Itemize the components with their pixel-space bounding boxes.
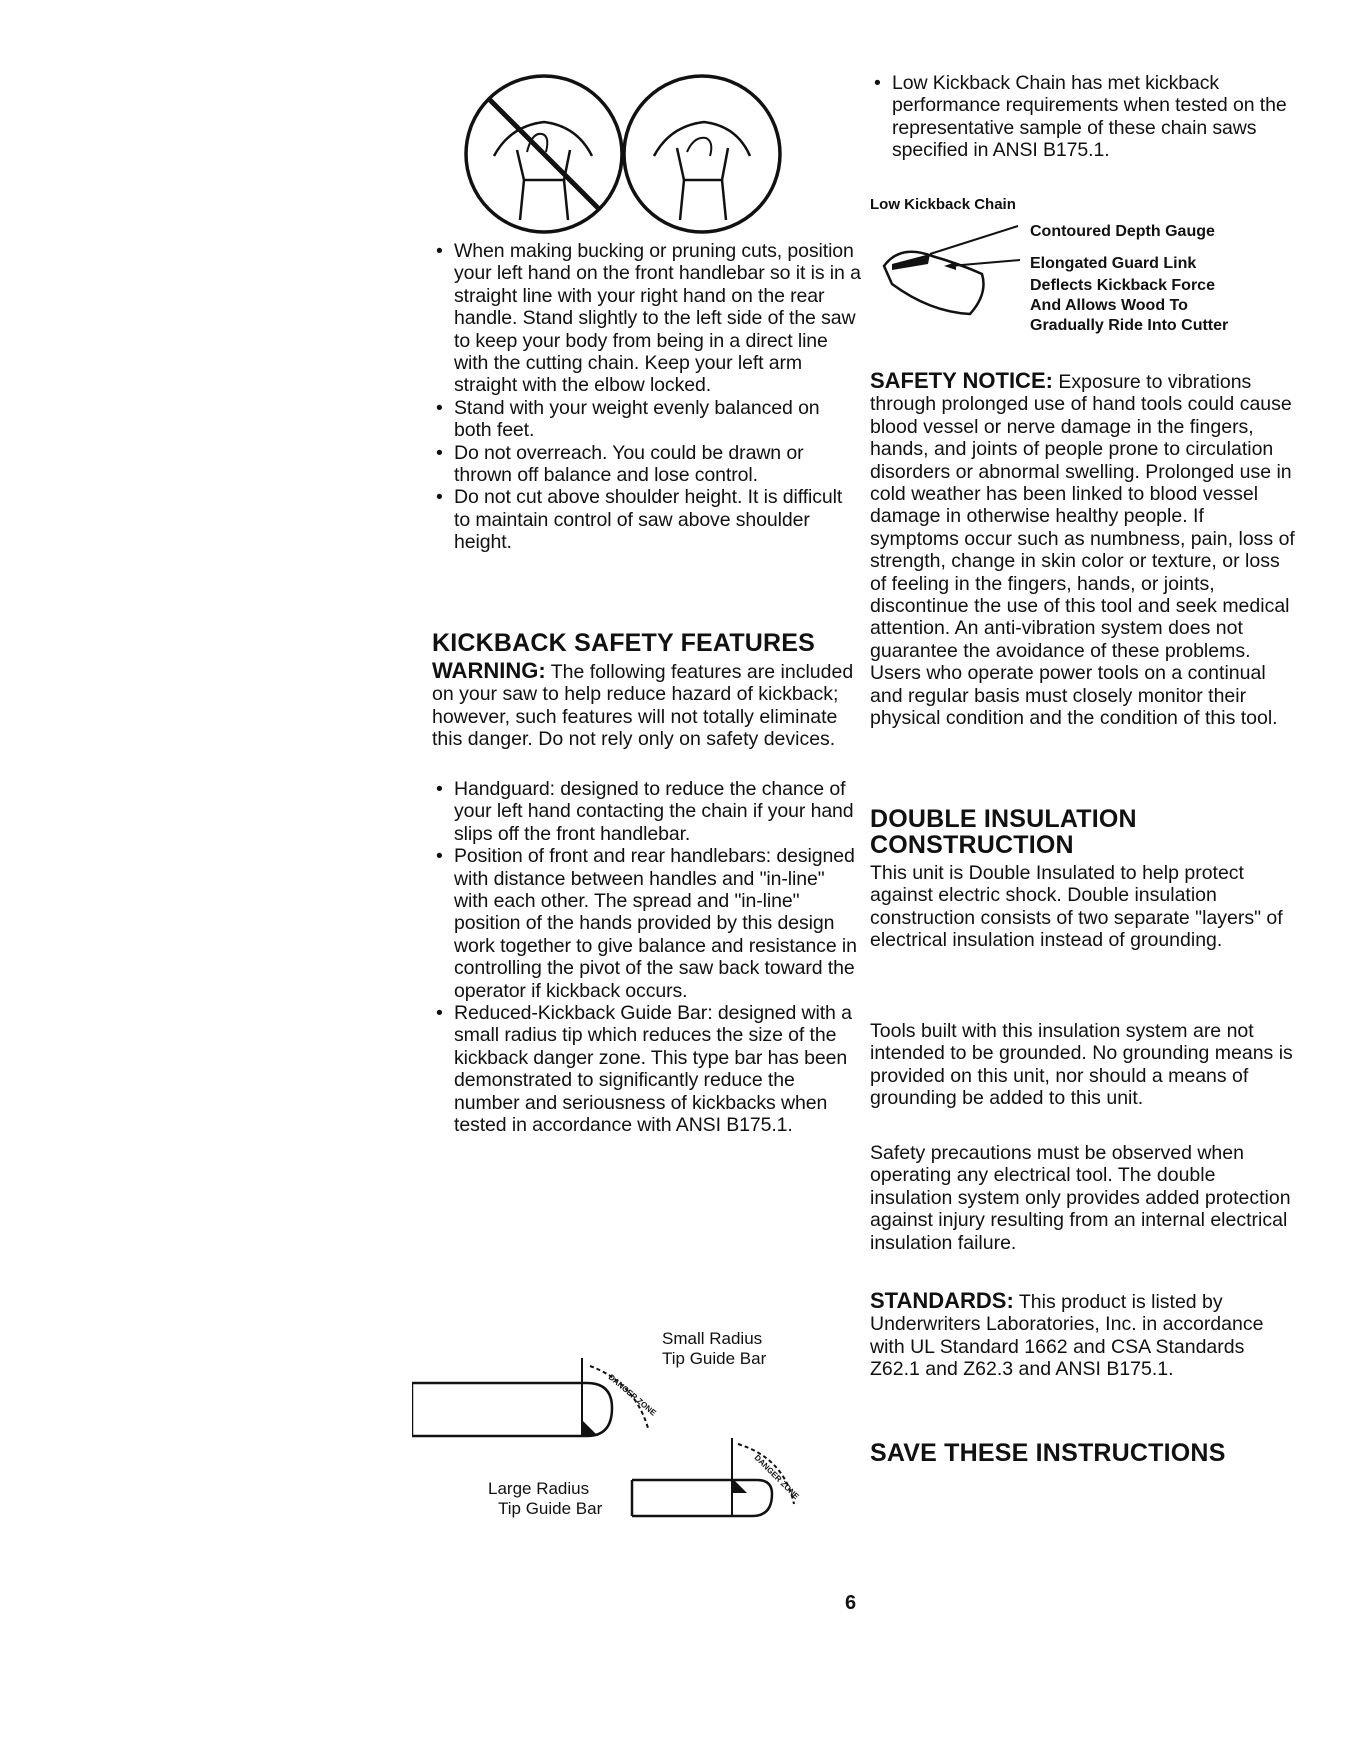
list-item: • Reduced-Kickback Guide Bar: designed with a small radius tip which reduces the size of the kickback danger zone. This type bar has been demonstrated to significantly reduce the number and seriousness of kickbacks when tested in accordance with ANSI B175.1. [432, 1002, 862, 1136]
list-item: • Low Kickback Chain has met kickback performance requirements when tested on the representative sample of these chain saws specified in ANSI B175.1. [870, 72, 1290, 162]
deflects-label-line3: Gradually Ride Into Cutter [1030, 317, 1229, 334]
list-item: • Do not cut above shoulder height. It is difficult to maintain control of saw above shoulder height. [432, 486, 862, 553]
double-insulation-para-3: Safety precautions must be observed when operating any electrical tool. The double insulation system only provides added protection against injury resulting from an internal electrical insulation failure. [870, 1142, 1291, 1254]
thumb-under-handle-icon [624, 76, 780, 232]
double-insulation-heading-line1: DOUBLE INSULATION [870, 805, 1137, 833]
list-item: • Stand with your weight evenly balanced on both feet. [432, 397, 862, 442]
double-insulation-para-1: This unit is Double Insulated to help protect against electric shock. Double insulation construction consists of two separate "layers" of electrical insulation instead of grounding. [870, 862, 1283, 952]
large-radius-label-line2: Tip Guide Bar [498, 1499, 603, 1518]
large-danger-zone-arc [738, 1444, 794, 1504]
safety-notice-text: Exposure to vibrations through prolonged use of hand tools could cause blood vessel or nerve damage in the fingers, hands, and joints of people prone to circulation disorders or abnormal swelling. Prolonged use in cold weather has been linked to blood vessel damage in otherwise healthy people. If symptoms occur such as numbness, pain, loss of strength, change in skin color or texture, or loss of feeling in the fingers, hands, or joints, discontinue the use of this tool and seek medical attention. An anti-vibration system does not guarantee the avoidance of these problems. Users who operate power tools on a continual and regular basis must closely monitor their physical condition and the condition of this tool. [870, 371, 1295, 730]
large-radius-label-line1: Large Radius [488, 1479, 590, 1498]
danger-zone-label-small: DANGER ZONE [606, 1372, 658, 1418]
double-insulation-heading [870, 806, 1295, 858]
page-number: 6 [845, 1592, 857, 1614]
chain-figure-title: Low Kickback Chain [870, 196, 1016, 213]
low-kickback-chain-figure [870, 214, 1290, 344]
standards-text: This product is listed by Underwriters Laboratories, Inc. in accordance with UL Standard 1662 and CSA Standards Z62.1 and Z62.3 and ANSI B175.1. [870, 1291, 1264, 1381]
standards-label: STANDARDS: [870, 1288, 1014, 1313]
low-kickback-list [870, 72, 1290, 162]
danger-zone-label-large: DANGER ZONE [752, 1453, 801, 1502]
deflects-label-line2: And Allows Wood To [1030, 297, 1188, 314]
list-item: • Position of front and rear handlebars: designed with distance between handles and "in-line" with each other. The spread and "in-line" position of the hands provided by this design work together to give balance and resistance in controlling the pivot of the saw back toward the operator if kickback occurs. [432, 845, 862, 1002]
small-radius-label-line2: Tip Guide Bar [662, 1349, 767, 1368]
kickback-features-list [432, 778, 862, 1137]
warning-text: The following features are included on your saw to help reduce hazard of kickback; however, such features will not totally eliminate this danger. Do not rely only on safety devices. [432, 661, 854, 751]
double-insulation-para-2: Tools built with this insulation system are not intended to be grounded. No grounding means is provided on this unit, nor should a means of grounding be added to this unit. [870, 1020, 1293, 1110]
warning-label: WARNING: [432, 658, 546, 683]
list-item: • Handguard: designed to reduce the chance of your left hand contacting the chain if your hand slips off the front handlebar. [432, 778, 862, 845]
kickback-safety-heading: KICKBACK SAFETY FEATURES [432, 629, 816, 657]
guard-link-label: Elongated Guard Link [1030, 255, 1197, 272]
depth-gauge-label: Contoured Depth Gauge [1030, 223, 1215, 240]
large-radius-bar [632, 1480, 772, 1516]
list-item: • When making bucking or pruning cuts, position your left hand on the front handlebar so it is in a straight line with your right hand on the rear handle. Stand slightly to the left side of the saw to keep your body from being in a direct line with the cutting chain. Keep your left arm straight with the elbow locked. [432, 240, 862, 397]
small-radius-label-line1: Small Radius [662, 1329, 763, 1348]
chain-link-shape [884, 252, 984, 314]
no-thumb-under-handle-icon [466, 76, 622, 232]
save-instructions-heading: SAVE THESE INSTRUCTIONS [870, 1439, 1226, 1467]
list-item: • Do not overreach. You could be drawn or thrown off balance and lose control. [432, 442, 862, 487]
kickback-warning [432, 660, 862, 751]
safety-notice-label: SAFETY NOTICE: [870, 368, 1053, 393]
deflects-label-line1: Deflects Kickback Force [1030, 277, 1215, 294]
standards-paragraph [870, 1290, 1295, 1381]
safety-notice [870, 370, 1295, 730]
double-insulation-heading-line2: CONSTRUCTION [870, 831, 1074, 859]
operating-tips-list [432, 240, 862, 554]
hand-grip-illustration [432, 60, 792, 235]
guide-bar-figure [412, 1318, 832, 1518]
